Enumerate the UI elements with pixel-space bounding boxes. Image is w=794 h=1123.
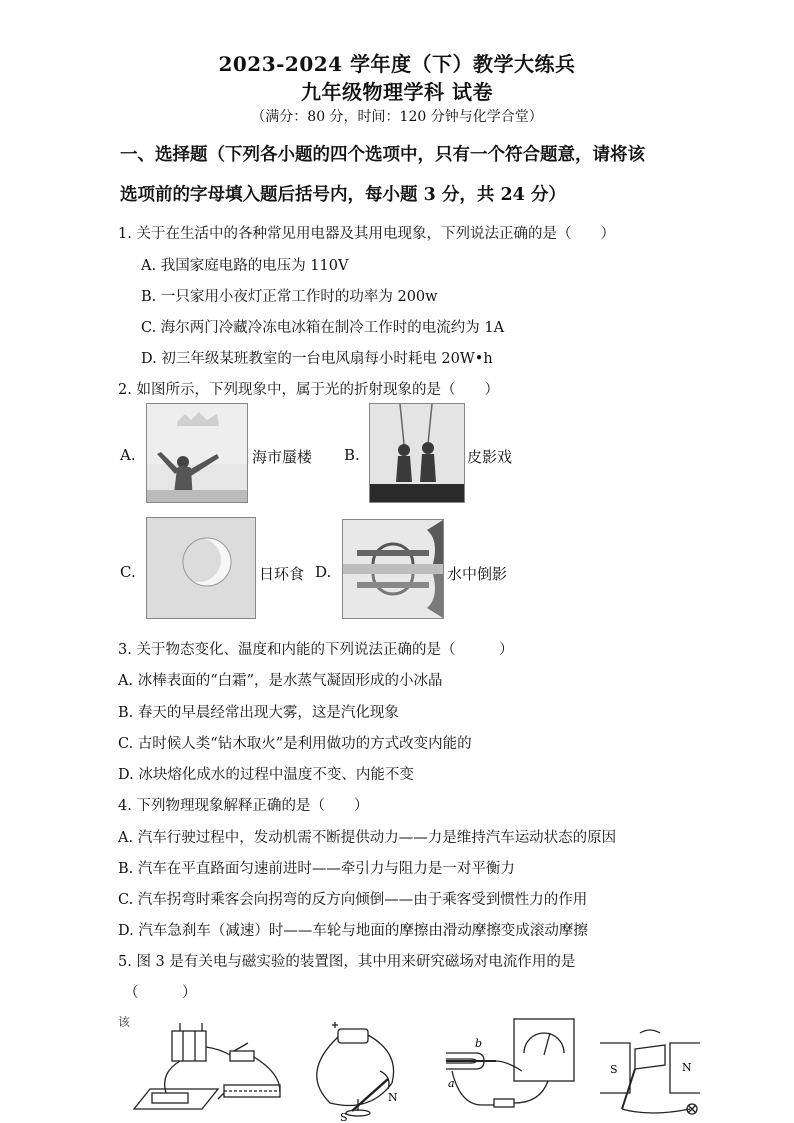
solar-eclipse-photo xyxy=(146,517,256,619)
fig-label-b: b xyxy=(475,1037,483,1050)
fig-label-n1: N xyxy=(388,1091,398,1104)
section-heading-line1: 一、选择题（下列各小题的四个选项中，只有一个符合题意，请将该 xyxy=(120,145,645,165)
q2-option-a-caption: 海市蜃楼 xyxy=(252,448,313,466)
fig-label-n2: N xyxy=(682,1061,692,1074)
q5-figure-3 xyxy=(130,1013,730,1123)
q2-option-a-letter: A. xyxy=(120,446,136,464)
q1-option-a: A. 我国家庭电路的电压为 110V xyxy=(141,258,349,274)
q1-option-d: D. 初三年级某班教室的一台电风扇每小时耗电 20W•h xyxy=(141,351,493,367)
q2-option-b-caption: 皮影戏 xyxy=(467,448,513,466)
section-heading-line2: 选项前的字母填入题后括号内，每小题 3 分，共 24 分） xyxy=(120,185,566,205)
q2-option-b-letter: B. xyxy=(344,446,360,464)
water-reflection-photo xyxy=(342,519,444,619)
shadow-play-illustration xyxy=(370,404,464,502)
q1-stem: 1. 关于在生活中的各种常见用电器及其用电现象，下列说法正确的是（ ） xyxy=(118,226,615,242)
q2-option-d-letter: D. xyxy=(315,563,332,581)
mirage-photo xyxy=(146,403,248,503)
q4-option-c: C. 汽车拐弯时乘客会向拐弯的反方向倾倒——由于乘客受到惯性力的作用 xyxy=(118,892,588,908)
fig-label-s1: S xyxy=(340,1111,348,1123)
q3-option-d: D. 冰块熔化成水的过程中温度不变、内能不变 xyxy=(118,767,414,783)
q3-stem: 3. 关于物态变化、温度和内能的下列说法正确的是（ ） xyxy=(118,642,514,658)
q4-option-b: B. 汽车在平直路面匀速前进时——牵引力与阻力是一对平衡力 xyxy=(118,861,515,877)
q5-stem: 5. 图 3 是有关电与磁实验的装置图，其中用来研究磁场对电流作用的是 xyxy=(118,954,576,970)
oersted-experiment-diagram xyxy=(317,1022,394,1116)
fig-label-a: a xyxy=(448,1077,455,1090)
solar-eclipse-illustration xyxy=(147,518,255,618)
q2-option-d-caption: 水中倒影 xyxy=(447,565,508,583)
shadow-play-photo xyxy=(369,403,465,503)
q2-option-c-caption: 日环食 xyxy=(259,565,305,583)
q1-option-b: B. 一只家用小夜灯正常工作时的功率为 200w xyxy=(141,289,438,305)
electromagnetic-induction-diagram xyxy=(446,1019,574,1107)
q5-answer-blank: （ ） xyxy=(124,985,197,1001)
q2-option-c-letter: C. xyxy=(120,563,136,581)
water-reflection-illustration xyxy=(343,520,443,618)
q3-option-a: A. 冰棒表面的“白霜”，是水蒸气凝固形成的小冰晶 xyxy=(118,673,443,689)
q4-stem: 4. 下列物理现象解释正确的是（ ） xyxy=(118,798,369,814)
q3-option-c: C. 古时候人类“钻木取火”是利用做功的方式改变内能的 xyxy=(118,736,472,752)
fig-label-s2: S xyxy=(610,1063,618,1076)
electromagnet-apparatus-diagram xyxy=(134,1023,280,1109)
q1-option-c: C. 海尔两门冷藏冷冻电冰箱在制冷工作时的电流约为 1A xyxy=(141,320,505,336)
exam-subtitle: （满分：80 分，时间：120 分钟与化学合堂） xyxy=(251,109,543,125)
mirage-illustration xyxy=(147,404,247,502)
exam-title-line1: 2023-2024 学年度（下）教学大练兵 xyxy=(218,52,576,76)
q3-option-b: B. 春天的早晨经常出现大雾，这是汽化现象 xyxy=(118,705,399,721)
q4-option-d: D. 汽车急刹车（减速）时——车轮与地面的摩擦由滑动摩擦变成滚动摩擦 xyxy=(118,923,588,939)
exam-title-line2: 九年级物理学科 试卷 xyxy=(301,80,493,104)
q4-option-a: A. 汽车行驶过程中，发动机需不断提供动力——力是维持汽车运动状态的原因 xyxy=(118,830,617,846)
q2-stem: 2. 如图所示，下列现象中，属于光的折射现象的是（ ） xyxy=(118,382,499,398)
q5-cropped-text: 该 xyxy=(118,1015,131,1029)
